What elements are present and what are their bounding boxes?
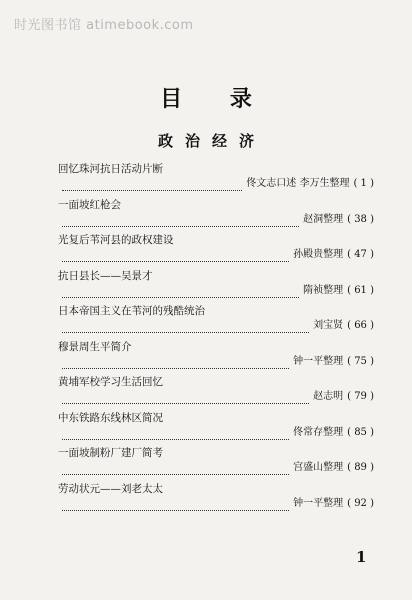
toc-entry-page: ( 92 )	[347, 497, 374, 509]
toc-entry-title: 劳动状元——刘老太太	[58, 482, 163, 495]
toc-entry-page: ( 89 )	[347, 462, 374, 473]
toc-entry-line	[58, 355, 374, 369]
dot-leader	[62, 252, 289, 262]
toc-entry-title: 光复后苇河县的政权建设	[58, 234, 174, 246]
toc-entry-author: 佟文志口述 李万生整理	[246, 178, 350, 189]
toc-entry	[58, 162, 374, 198]
toc-entry-line	[58, 426, 374, 440]
dot-leader	[62, 181, 242, 191]
toc-entry-title: 一面坡红枪会	[58, 198, 121, 211]
table-of-contents	[58, 162, 374, 517]
dot-leader	[62, 217, 299, 227]
toc-entry-line	[58, 461, 374, 475]
toc-entry-line	[58, 319, 374, 333]
toc-entry-author: 隋祯整理	[303, 284, 344, 296]
toc-entry-line	[58, 284, 374, 298]
toc-entry-author: 钟一平整理	[293, 497, 344, 509]
toc-entry-title: 回忆珠河抗日活动片断	[58, 163, 163, 175]
toc-entry-line	[58, 248, 374, 262]
toc-entry-page: ( 47 )	[347, 249, 374, 260]
toc-entry-author: 赵志明	[313, 391, 344, 402]
dot-leader	[62, 501, 289, 511]
toc-entry-author: 孙殿贵整理	[293, 249, 344, 260]
dot-leader	[62, 394, 309, 404]
toc-entry-title: 一面坡制粉厂建厂简考	[58, 447, 163, 459]
toc-entry	[58, 482, 374, 518]
page-title: 目 录	[160, 86, 272, 112]
toc-entry	[58, 340, 374, 376]
toc-entry-page: ( 61 )	[347, 284, 374, 296]
toc-entry-line	[58, 390, 374, 404]
toc-entry-author: 钟一平整理	[293, 355, 344, 367]
toc-entry-title: 中东铁路东线林区简况	[58, 411, 163, 424]
toc-entry-page: ( 1 )	[353, 178, 374, 189]
dot-leader	[62, 465, 289, 475]
toc-entry-author: 刘宝贤	[313, 320, 344, 331]
toc-entry	[58, 233, 374, 269]
toc-entry-page: ( 75 )	[347, 355, 374, 367]
toc-entry	[58, 304, 374, 340]
dot-leader	[62, 323, 309, 333]
section-heading: 政治经济	[157, 132, 266, 150]
toc-entry-line	[58, 497, 374, 511]
dot-leader	[62, 288, 299, 298]
toc-entry-page: ( 85 )	[347, 426, 374, 438]
toc-entry-page: ( 66 )	[347, 320, 374, 331]
toc-entry-line	[58, 213, 374, 227]
toc-entry	[58, 446, 374, 482]
toc-entry-author: 赵洞整理	[303, 213, 344, 225]
dot-leader	[62, 430, 289, 440]
toc-entry	[58, 269, 374, 305]
toc-entry	[58, 198, 374, 234]
toc-entry-title: 日本帝国主义在苇河的残酷统治	[58, 305, 205, 317]
toc-entry-author: 宫盛山整理	[293, 462, 344, 473]
toc-entry-line	[58, 177, 374, 191]
toc-entry-title: 抗日县长——吴景才	[58, 269, 153, 282]
toc-entry	[58, 411, 374, 447]
toc-entry-title: 穆景周生平简介	[58, 340, 132, 353]
toc-entry-page: ( 79 )	[347, 391, 374, 402]
toc-entry-title: 黄埔军校学习生活回忆	[58, 376, 163, 388]
dot-leader	[62, 359, 289, 369]
toc-entry-page: ( 38 )	[347, 213, 374, 225]
watermark: 时光图书馆 atimebook.com	[14, 18, 194, 33]
page-number: 1	[356, 548, 367, 566]
toc-entry	[58, 375, 374, 411]
toc-entry-author: 佟常存整理	[293, 426, 344, 438]
